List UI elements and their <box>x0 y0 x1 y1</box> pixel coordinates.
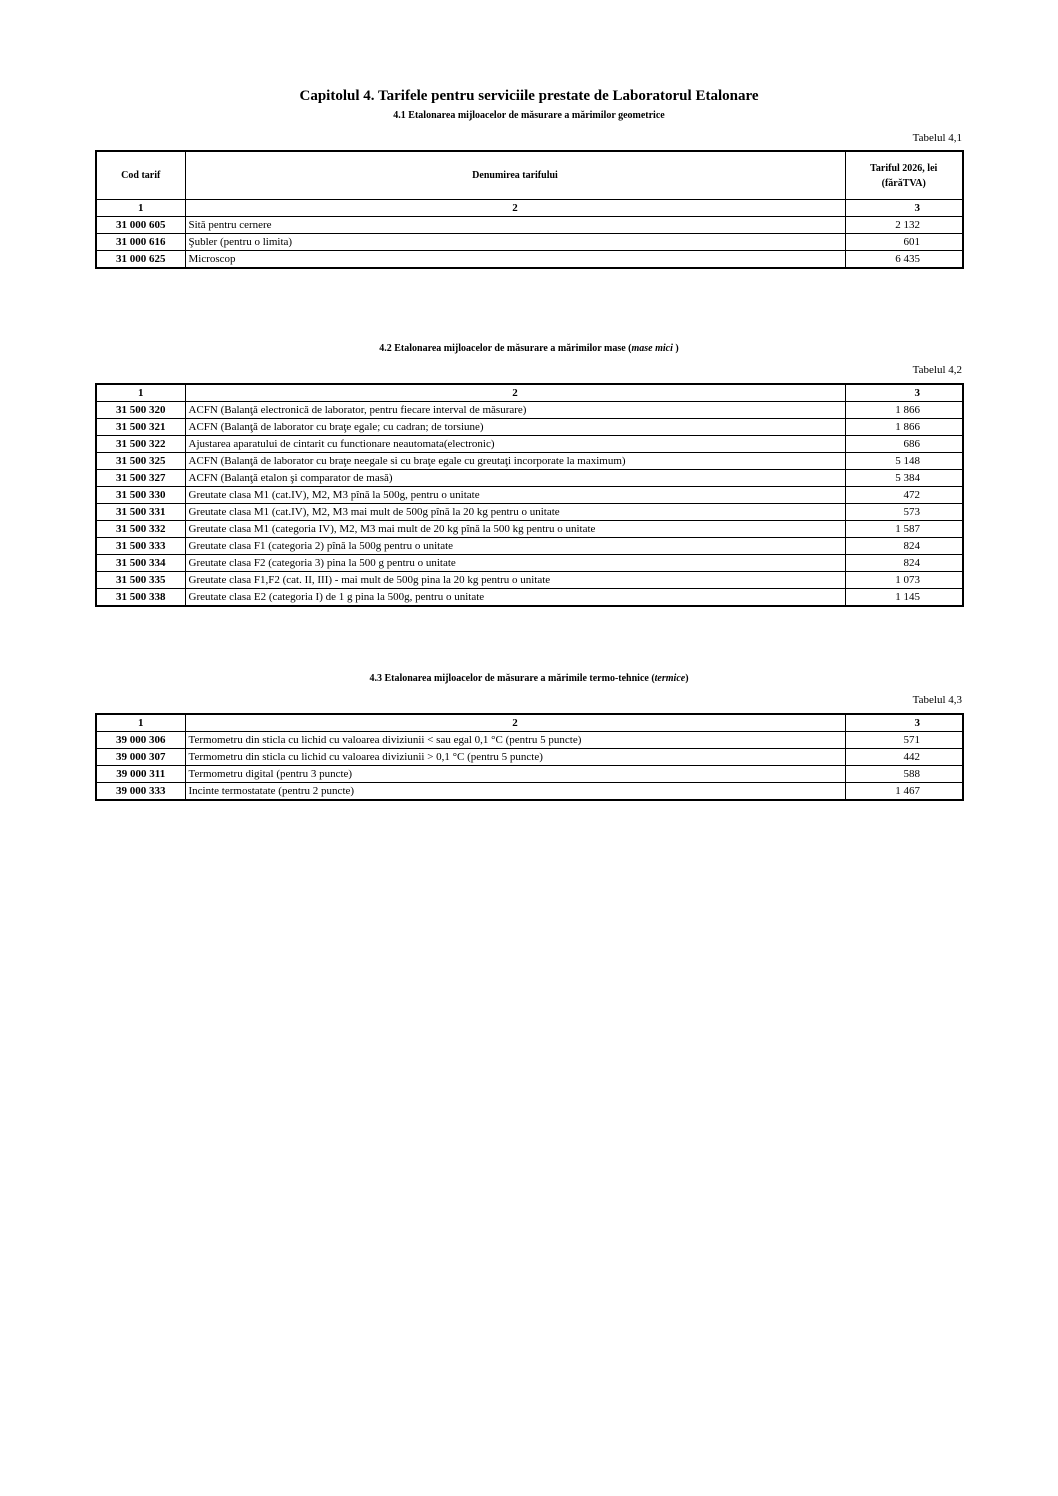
tarif-code: 31 500 327 <box>96 470 185 487</box>
tarif-name: ACFN (Balanţă electronică de laborator, pentru fiecare interval de măsurare) <box>185 402 845 419</box>
tarif-price: 588 <box>845 766 963 783</box>
col-number: 2 <box>185 200 845 217</box>
column-number-row <box>96 384 963 402</box>
tarif-name: Şubler (pentru o limita) <box>185 234 845 251</box>
column-number-row <box>96 714 963 732</box>
tarif-name: Termometru din sticla cu lichid cu valoarea diviziunii > 0,1 °C (pentru 5 puncte) <box>185 749 845 766</box>
tarif-name: Microscop <box>185 251 845 269</box>
header-code: Cod tarif <box>96 151 185 200</box>
col-number: 3 <box>845 714 963 732</box>
section-title-italic: termice <box>654 673 686 684</box>
tarif-price: 824 <box>845 538 963 555</box>
table-row <box>96 538 963 555</box>
table-row <box>96 470 963 487</box>
tarif-price: 601 <box>845 234 963 251</box>
section-title-text: ) <box>672 343 679 354</box>
tarif-name: ACFN (Balanţă etalon şi comparator de masă) <box>185 470 845 487</box>
col-number: 2 <box>185 384 845 402</box>
table-row <box>96 402 963 419</box>
tarif-price: 1 866 <box>845 419 963 436</box>
tarif-name: Greutate clasa M1 (categoria IV), M2, M3 mai mult de 20 kg pînă la 500 kg pentru o unitate <box>185 521 845 538</box>
table-4-1-label: Tabelul 4,1 <box>912 132 962 144</box>
header-name: Denumirea tarifului <box>185 151 845 200</box>
tarif-price: 686 <box>845 436 963 453</box>
section-4-2-title <box>0 343 1058 354</box>
table-4-1 <box>95 150 964 269</box>
col-number: 1 <box>96 714 185 732</box>
tarif-code: 31 500 338 <box>96 589 185 607</box>
table-row <box>96 453 963 470</box>
tarif-price: 1 073 <box>845 572 963 589</box>
tarif-name: Termometru digital (pentru 3 puncte) <box>185 766 845 783</box>
tarif-name: Greutate clasa F2 (categoria 3) pina la 500 g pentru o unitate <box>185 555 845 572</box>
table-row <box>96 436 963 453</box>
col-number: 1 <box>96 200 185 217</box>
tarif-price: 6 435 <box>845 251 963 269</box>
table-row <box>96 749 963 766</box>
table-row <box>96 589 963 607</box>
table-row <box>96 572 963 589</box>
table-4-3 <box>95 713 964 801</box>
tarif-code: 31 500 334 <box>96 555 185 572</box>
section-title-text: 4.3 Etalonarea mijloacelor de măsurare a mărimile termo-tehnice ( <box>369 673 655 684</box>
table-row <box>96 521 963 538</box>
tarif-name: Greutate clasa F1 (categoria 2) pînă la 500g pentru o unitate <box>185 538 845 555</box>
tarif-name: Incinte termostatate (pentru 2 puncte) <box>185 783 845 801</box>
table-row <box>96 217 963 234</box>
tarif-code: 31 500 335 <box>96 572 185 589</box>
tarif-price: 1 587 <box>845 521 963 538</box>
header-price: Tariful 2026, lei (fărăTVA) <box>845 151 963 200</box>
table-row <box>96 732 963 749</box>
chapter-title: Capitolul 4. Tarifele pentru serviciile prestate de Laboratorul Etalonare <box>299 88 759 104</box>
table-row <box>96 504 963 521</box>
table-row <box>96 487 963 504</box>
section-title-italic: mase mici <box>631 343 673 354</box>
tarif-code: 31 500 322 <box>96 436 185 453</box>
section-4-1-title: 4.1 Etalonarea mijloacelor de măsurare a mărimilor geometrice <box>393 110 665 121</box>
tarif-price: 5 148 <box>845 453 963 470</box>
tarif-price: 571 <box>845 732 963 749</box>
col-number: 2 <box>185 714 845 732</box>
tarif-code: 39 000 306 <box>96 732 185 749</box>
tarif-price: 824 <box>845 555 963 572</box>
tarif-price: 472 <box>845 487 963 504</box>
table-row <box>96 555 963 572</box>
table-row <box>96 766 963 783</box>
section-title-text: ) <box>685 673 689 684</box>
col-number: 3 <box>845 384 963 402</box>
tarif-name: Greutate clasa M1 (cat.IV), M2, M3 pînă la 500g, pentru o unitate <box>185 487 845 504</box>
table-row <box>96 251 963 269</box>
table-row <box>96 234 963 251</box>
table-header-row <box>96 151 963 200</box>
table-4-2-label: Tabelul 4,2 <box>912 364 962 376</box>
column-number-row <box>96 200 963 217</box>
tarif-code: 31 500 333 <box>96 538 185 555</box>
tarif-code: 39 000 307 <box>96 749 185 766</box>
tarif-code: 31 000 605 <box>96 217 185 234</box>
tarif-name: ACFN (Balanţă de laborator cu braţe neegale si cu braţe egale cu greutaţi incorporate la maximum) <box>185 453 845 470</box>
tarif-price: 573 <box>845 504 963 521</box>
tarif-price: 2 132 <box>845 217 963 234</box>
tarif-code: 31 000 616 <box>96 234 185 251</box>
tarif-code: 31 000 625 <box>96 251 185 269</box>
tarif-name: Greutate clasa F1,F2 (cat. II, III) - mai mult de 500g pina la 20 kg pentru o unitate <box>185 572 845 589</box>
tarif-code: 31 500 331 <box>96 504 185 521</box>
tarif-price: 1 866 <box>845 402 963 419</box>
tarif-name: Ajustarea aparatului de cintarit cu functionare neautomata(electronic) <box>185 436 845 453</box>
tarif-price: 1 145 <box>845 589 963 607</box>
tarif-code: 39 000 311 <box>96 766 185 783</box>
col-number: 1 <box>96 384 185 402</box>
tarif-code: 39 000 333 <box>96 783 185 801</box>
tarif-code: 31 500 325 <box>96 453 185 470</box>
table-4-2 <box>95 383 964 607</box>
section-4-3-title <box>0 673 1058 684</box>
tarif-name: Sită pentru cernere <box>185 217 845 234</box>
tarif-price: 5 384 <box>845 470 963 487</box>
tarif-code: 31 500 320 <box>96 402 185 419</box>
tarif-code: 31 500 321 <box>96 419 185 436</box>
col-number: 3 <box>845 200 963 217</box>
tarif-name: Greutate clasa E2 (categoria I) de 1 g pina la 500g, pentru o unitate <box>185 589 845 607</box>
tarif-price: 442 <box>845 749 963 766</box>
table-row <box>96 419 963 436</box>
tarif-code: 31 500 330 <box>96 487 185 504</box>
section-title-text: 4.2 Etalonarea mijloacelor de măsurare a mărimilor mase ( <box>379 343 632 354</box>
tarif-name: Greutate clasa M1 (cat.IV), M2, M3 mai mult de 500g pînă la 20 kg pentru o unitate <box>185 504 845 521</box>
tarif-name: ACFN (Balanţă de laborator cu braţe egale; cu cadran; de torsiune) <box>185 419 845 436</box>
tarif-name: Termometru din sticla cu lichid cu valoarea diviziunii < sau egal 0,1 °C (pentru 5 puncte) <box>185 732 845 749</box>
tarif-code: 31 500 332 <box>96 521 185 538</box>
table-row <box>96 783 963 801</box>
table-4-3-label: Tabelul 4,3 <box>912 694 962 706</box>
tarif-price: 1 467 <box>845 783 963 801</box>
